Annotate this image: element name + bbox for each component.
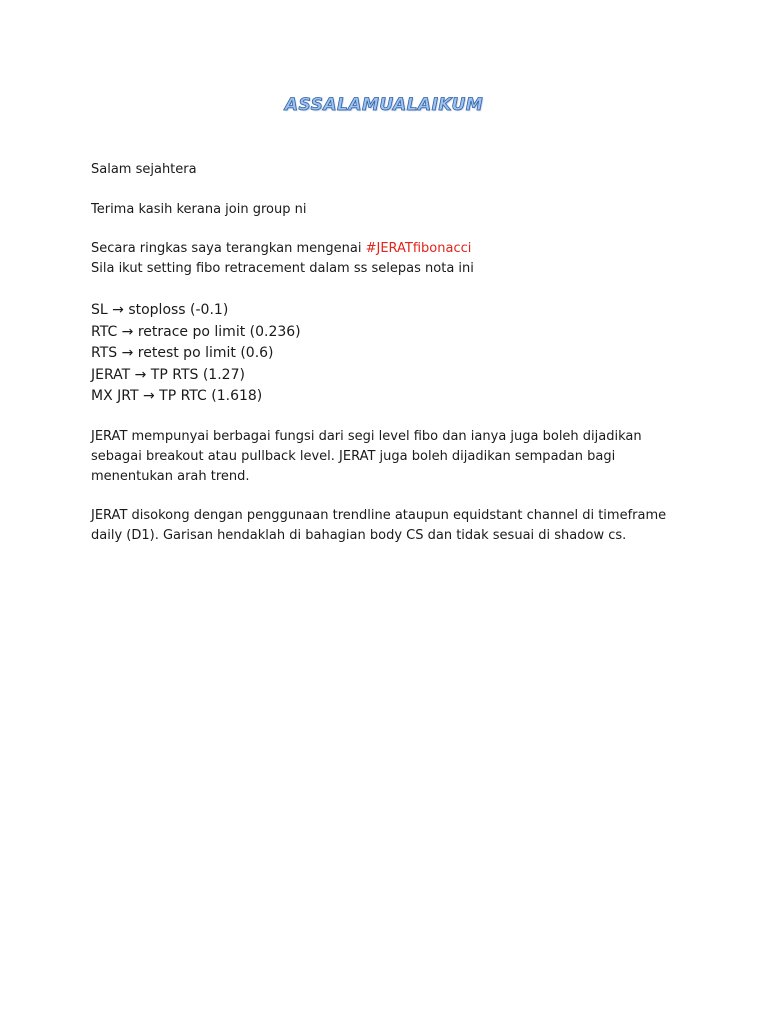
level-item: RTS → retest po limit (0.6) (91, 345, 274, 361)
intro-line-2: Sila ikut setting fibo retracement dalam ss selepas nota ini (91, 261, 474, 276)
paragraph-line: menentukan arah trend. (91, 469, 250, 484)
level-item: SL → stoploss (-0.1) (91, 302, 229, 318)
paragraph-jerat-trendline (91, 506, 671, 546)
page-title: ASSALAMUALAIKUM (284, 95, 484, 115)
level-item: JERAT → TP RTS (1.27) (91, 366, 245, 383)
greeting-text: Salam sejahtera (91, 162, 197, 177)
paragraph-jerat-functions (91, 427, 671, 487)
level-item: MX JRT → TP RTC (1.618) (91, 388, 263, 404)
paragraph-line: JERAT mempunyai berbagai fungsi dari segi level fibo dan ianya juga boleh dijadikan (91, 429, 642, 444)
fibo-levels-list (91, 300, 301, 408)
level-item: RTC → retrace po limit (0.236) (91, 323, 301, 340)
hashtag-jerat-fibonacci: #JERATfibonacci (365, 241, 472, 256)
paragraph-line: sebagai breakout atau pullback level. JERAT juga boleh dijadikan sempadan bagi (91, 449, 616, 464)
thanks-text: Terima kasih kerana join group ni (91, 202, 307, 217)
intro-prefix: Secara ringkas saya terangkan mengenai (91, 241, 366, 256)
paragraph-line: JERAT disokong dengan penggunaan trendline ataupun equidstant channel di timeframe (91, 508, 667, 523)
intro-paragraph (91, 239, 671, 279)
paragraph-line: daily (D1). Garisan hendaklah di bahagian body CS dan tidak sesuai di shadow cs. (91, 528, 627, 543)
intro-line-1 (91, 239, 671, 259)
